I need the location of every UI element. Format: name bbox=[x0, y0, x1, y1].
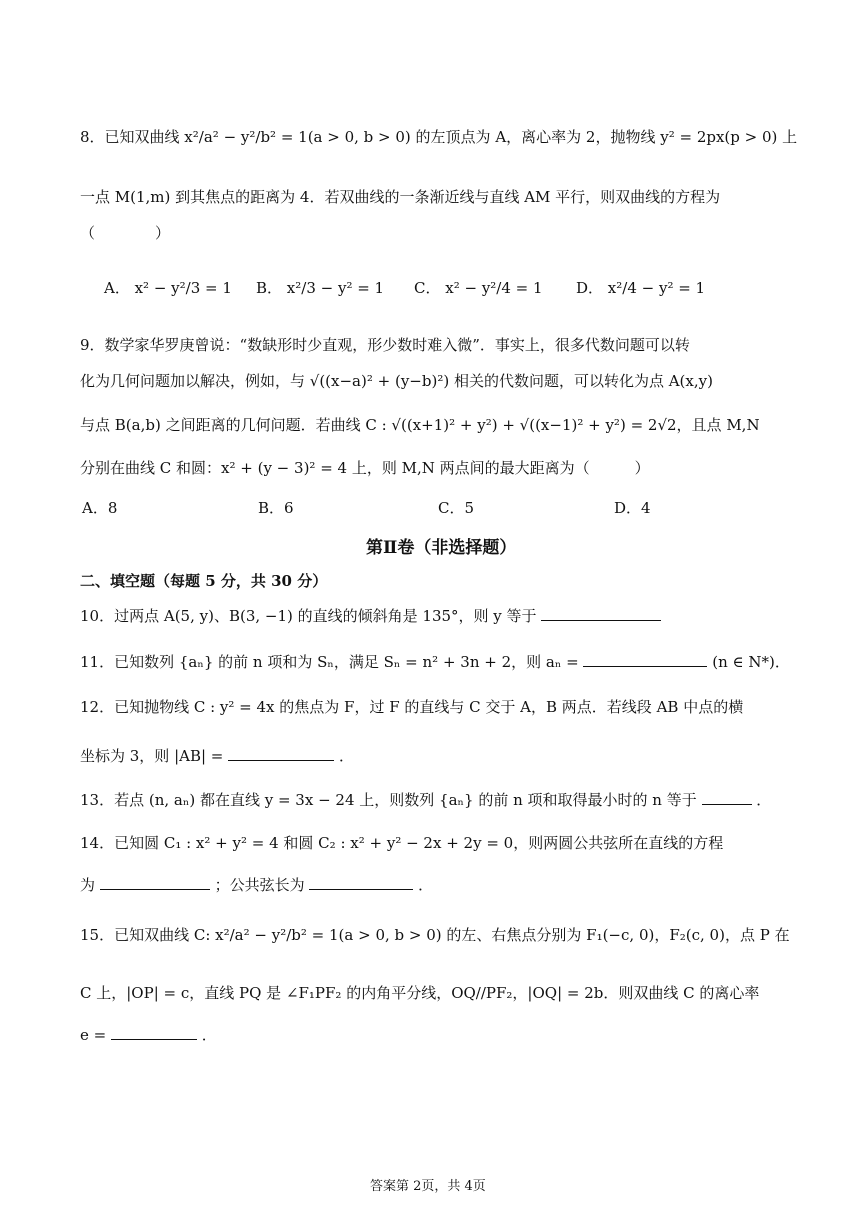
q9-option-a: A．8 bbox=[82, 499, 118, 517]
q14-answer-blank-2[interactable] bbox=[309, 873, 413, 890]
q8-option-c: C． x² − y²/4 = 1 bbox=[414, 279, 543, 297]
q13-tail: ． bbox=[756, 791, 772, 809]
q14-line-1: 14．已知圆 C₁ : x² + y² = 4 和圆 C₂ : x² + y² − 2x + 2y = 0，则两圆公共弦所在直线的方程 bbox=[80, 834, 724, 852]
q8-line-3: （ ） bbox=[80, 224, 171, 242]
q12-line-2 bbox=[80, 744, 354, 767]
q8-line-1: 8．已知双曲线 x²/a² − y²/b² = 1(a > 0, b > 0) 的左顶点为 A，离心率为 2，抛物线 y² = 2px(p > 0) 上 bbox=[80, 128, 798, 146]
q12-answer-blank[interactable] bbox=[228, 744, 334, 761]
q15-line-1: 15．已知双曲线 C: x²/a² − y²/b² = 1(a > 0, b > 0) 的左、右焦点分别为 F₁(−c, 0)，F₂(c, 0)，点 P 在 bbox=[80, 926, 790, 944]
q15-text: e = bbox=[80, 1026, 107, 1044]
q10-text: 10．过两点 A(5, y)、B(3, −1) 的直线的倾斜角是 135°，则 y 等于 bbox=[80, 607, 537, 625]
q14-answer-blank-1[interactable] bbox=[100, 873, 210, 890]
q8-option-b: B． x²/3 − y² = 1 bbox=[256, 279, 385, 297]
q14-line-2 bbox=[80, 873, 433, 896]
q13-answer-blank[interactable] bbox=[702, 788, 752, 805]
part2-title: 第Ⅱ卷（非选择题） bbox=[366, 538, 517, 558]
q10-line bbox=[80, 604, 661, 627]
q15-tail: ． bbox=[201, 1026, 217, 1044]
q14-text-b: ；公共弦长为 bbox=[214, 876, 305, 894]
q9-line-1: 9．数学家华罗庚曾说：“数缺形时少直观，形少数时难入微”．事实上，很多代数问题可以转 bbox=[80, 336, 690, 354]
q8-option-d: D． x²/4 − y² = 1 bbox=[576, 279, 706, 297]
q13-line bbox=[80, 788, 771, 811]
q10-answer-blank[interactable] bbox=[541, 604, 661, 621]
q9-line-4: 分别在曲线 C 和圆：x² + (y − 3)² = 4 上，则 M,N 两点间的最大距离为（ ） bbox=[80, 459, 650, 477]
q9-line-3: 与点 B(a,b) 之间距离的几何问题．若曲线 C : √((x+1)² + y²) + √((x−1)² + y²) = 2√2，且点 M,N bbox=[80, 416, 760, 434]
q15-answer-blank[interactable] bbox=[111, 1023, 197, 1040]
q14-tail: ． bbox=[418, 876, 434, 894]
q15-line-3 bbox=[80, 1023, 217, 1046]
q9-option-c: C．5 bbox=[438, 499, 475, 517]
q13-text: 13．若点 (n, aₙ) 都在直线 y = 3x − 24 上，则数列 {aₙ} 的前 n 项和取得最小时的 n 等于 bbox=[80, 791, 697, 809]
q14-text-a: 为 bbox=[80, 876, 96, 894]
q8-line-2: 一点 M(1,m) 到其焦点的距离为 4．若双曲线的一条渐近线与直线 AM 平行，则双曲线的方程为 bbox=[80, 188, 721, 206]
fill-in-section-header: 二、填空题（每题 5 分，共 30 分） bbox=[80, 572, 328, 590]
q9-option-b: B．6 bbox=[258, 499, 294, 517]
q11-text: 11．已知数列 {aₙ} 的前 n 项和为 Sₙ，满足 Sₙ = n² + 3n + 2，则 aₙ = bbox=[80, 653, 579, 671]
q15-line-2: C 上，|OP| = c，直线 PQ 是 ∠F₁PF₂ 的内角平分线，OQ//PF₂，|OQ| = 2b．则双曲线 C 的离心率 bbox=[80, 984, 760, 1002]
q9-option-d: D．4 bbox=[614, 499, 651, 517]
q11-tail: (n ∈ N*)． bbox=[712, 653, 790, 671]
q12-line-1: 12．已知抛物线 C : y² = 4x 的焦点为 F，过 F 的直线与 C 交于 A，B 两点．若线段 AB 中点的横 bbox=[80, 698, 744, 716]
q11-answer-blank[interactable] bbox=[583, 650, 707, 667]
q9-line-2: 化为几何问题加以解决，例如，与 √((x−a)² + (y−b)²) 相关的代数问题，可以转化为点 A(x,y) bbox=[80, 372, 713, 390]
q12-text: 坐标为 3，则 |AB| = bbox=[80, 747, 224, 765]
page-footer: 答案第 2页，共 4页 bbox=[370, 1179, 486, 1194]
q8-option-a: A． x² − y²/3 = 1 bbox=[104, 279, 232, 297]
q11-line bbox=[80, 650, 790, 673]
q12-tail: ． bbox=[338, 747, 354, 765]
